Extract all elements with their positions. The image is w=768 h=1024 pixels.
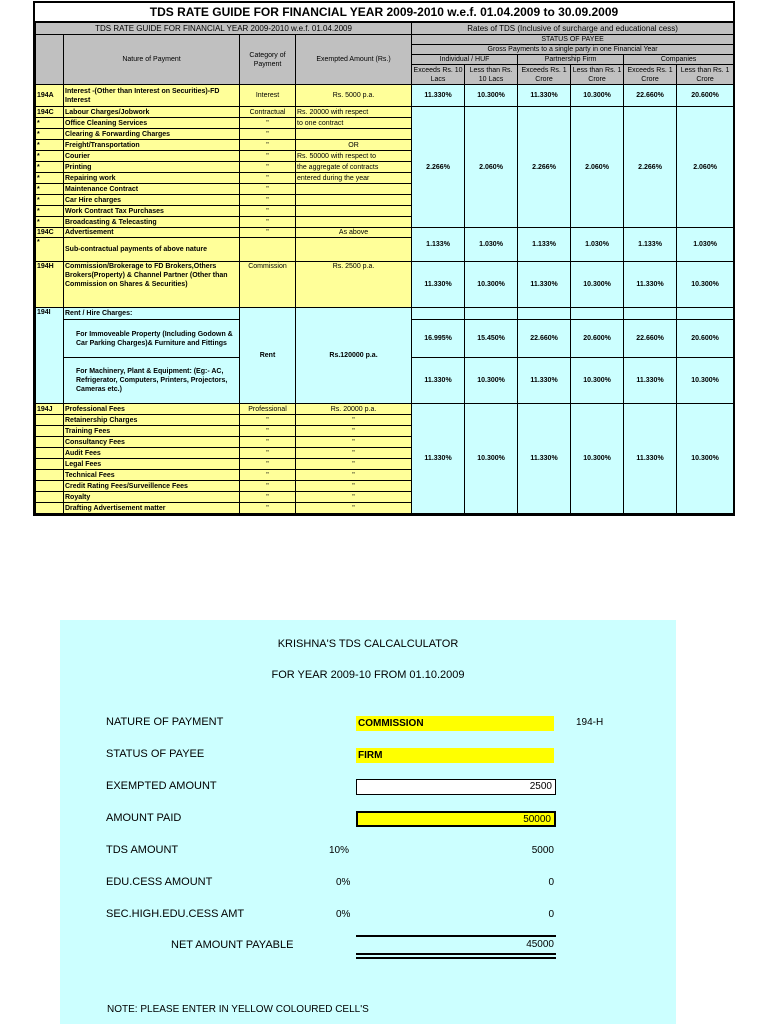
rate-cell: 1.133% <box>412 228 465 262</box>
calculator-title: KRISHNA'S TDS CALCALCULATOR <box>277 638 459 650</box>
sub-co-exceeds: Exceeds Rs. 1 Crore <box>624 65 677 85</box>
bullet-cell: * <box>36 217 64 228</box>
section-code: 194H <box>36 262 64 308</box>
bullet-cell <box>36 503 64 514</box>
rate-cell: 10.300% <box>677 262 734 308</box>
nature-label: NATURE OF PAYMENT <box>106 716 224 728</box>
header-category: Category of Payment <box>240 35 296 85</box>
exempt-cell: OR <box>296 140 412 151</box>
sub-ind-less: Less than Rs. 10 Lacs <box>465 65 518 85</box>
section-code: 194-H <box>576 717 604 728</box>
rate-cell: 2.060% <box>465 107 518 228</box>
exempt-cell <box>296 195 412 206</box>
nature-cell: Audit Fees <box>64 448 240 459</box>
rate-blank <box>624 308 677 320</box>
nature-cell: Credit Rating Fees/Surveillence Fees <box>64 481 240 492</box>
exempt-cell: the aggregate of contracts <box>296 162 412 173</box>
category-cell: " <box>240 206 296 217</box>
rate-cell: 20.600% <box>571 320 624 358</box>
header-blank <box>36 35 64 85</box>
nature-cell: Interest -(Other than Interest on Securities)-FD Interest <box>64 85 240 107</box>
exempt-cell: entered during the year <box>296 173 412 184</box>
rate-cell: 10.300% <box>571 358 624 404</box>
rate-cell: 11.330% <box>518 358 571 404</box>
rate-cell: 15.450% <box>465 320 518 358</box>
tds-percent: 10% <box>329 845 350 856</box>
sub-co-less: Less than Rs. 1 Crore <box>677 65 734 85</box>
nature-cell: Drafting Advertisement matter <box>64 503 240 514</box>
rate-blank <box>518 308 571 320</box>
bullet-cell: * <box>36 206 64 217</box>
rate-blank <box>571 308 624 320</box>
rate-cell: 1.030% <box>571 228 624 262</box>
rate-cell: 2.060% <box>677 107 734 228</box>
rate-blank <box>412 308 465 320</box>
nature-cell: Training Fees <box>64 426 240 437</box>
exempt-cell: " <box>296 426 412 437</box>
nature-cell: Royalty <box>64 492 240 503</box>
category-cell: " <box>240 448 296 459</box>
tds-rate-sheet <box>33 1 735 516</box>
category-cell: Interest <box>240 85 296 107</box>
nature-cell: Legal Fees <box>64 459 240 470</box>
category-cell: Contractual <box>240 107 296 118</box>
rate-cell: 11.330% <box>412 404 465 514</box>
exempt-cell: " <box>296 437 412 448</box>
nature-cell: Printing <box>64 162 240 173</box>
bullet-cell: * <box>36 184 64 195</box>
category-cell: " <box>240 217 296 228</box>
exempt-field: 2500 <box>356 779 556 795</box>
category-cell: " <box>240 195 296 206</box>
exempt-cell: As above <box>296 228 412 238</box>
cess-percent: 0% <box>336 877 351 888</box>
bullet-cell: * <box>36 195 64 206</box>
exempt-cell: " <box>296 448 412 459</box>
bullet-cell <box>36 459 64 470</box>
hcess-amount: 0 <box>548 909 554 920</box>
hcess-percent: 0% <box>336 909 351 920</box>
bullet-cell <box>36 481 64 492</box>
category-cell: " <box>240 470 296 481</box>
nature-cell: For Immoveable Property (Including Godown & Car Parking Charges)& Furniture and Fittings <box>64 320 240 358</box>
tds-amount: 5000 <box>531 845 554 856</box>
category-cell: Commission <box>240 262 296 308</box>
bullet-cell: * <box>36 118 64 129</box>
category-cell: Rent <box>240 308 296 404</box>
header-nature: Nature of Payment <box>64 35 240 85</box>
category-cell: " <box>240 140 296 151</box>
nature-cell: Office Cleaning Services <box>64 118 240 129</box>
exempt-cell: " <box>296 415 412 426</box>
nature-cell: Consultancy Fees <box>64 437 240 448</box>
paid-label: AMOUNT PAID <box>106 812 182 824</box>
nature-cell: Labour Charges/Jobwork <box>64 107 240 118</box>
rate-cell: 10.300% <box>677 404 734 514</box>
rate-cell: 10.300% <box>571 85 624 107</box>
rate-cell: 10.300% <box>465 262 518 308</box>
category-cell: " <box>240 426 296 437</box>
bullet-cell <box>36 437 64 448</box>
rate-cell: 2.266% <box>412 107 465 228</box>
category-cell: " <box>240 481 296 492</box>
rate-cell: 1.133% <box>518 228 571 262</box>
rate-cell: 2.060% <box>571 107 624 228</box>
exempt-cell <box>296 184 412 195</box>
rate-cell: 10.300% <box>465 358 518 404</box>
rate-cell: 11.330% <box>518 85 571 107</box>
category-cell: " <box>240 459 296 470</box>
category-cell: " <box>240 173 296 184</box>
category-cell: " <box>240 492 296 503</box>
tds-rate-table <box>35 22 734 514</box>
nature-cell: Professional Fees <box>64 404 240 415</box>
exempt-cell: Rs.120000 p.a. <box>296 308 412 404</box>
rate-cell: 2.266% <box>624 107 677 228</box>
nature-cell: Work Contract Tax Purchases <box>64 206 240 217</box>
net-top-rule <box>356 935 556 937</box>
section-code: 194I <box>36 308 64 404</box>
category-cell: Professional <box>240 404 296 415</box>
rate-cell: 10.300% <box>571 262 624 308</box>
net-double-rule <box>356 953 556 959</box>
nature-cell: Broadcasting & Telecasting <box>64 217 240 228</box>
bullet-cell: * <box>36 238 64 262</box>
bullet-cell <box>36 426 64 437</box>
tds-label: TDS AMOUNT <box>106 844 179 856</box>
rate-cell: 11.330% <box>412 262 465 308</box>
rate-blank <box>677 308 734 320</box>
net-amount: 45000 <box>526 939 554 950</box>
rate-cell: 20.600% <box>677 85 734 107</box>
rate-cell: 11.330% <box>624 404 677 514</box>
nature-cell: Commission/Brokerage to FD Brokers,Others Brokers(Property) & Channel Partner (Other than Commission on Shares & Securities) <box>64 262 240 308</box>
category-cell: " <box>240 129 296 140</box>
section-code: 194A <box>36 85 64 107</box>
gross-header: Gross Payments to a single party in one Financial Year <box>412 45 734 55</box>
nature-cell: Rent / Hire Charges: <box>64 308 240 320</box>
nature-cell: Courier <box>64 151 240 162</box>
rate-cell: 20.600% <box>677 320 734 358</box>
rate-cell: 11.330% <box>624 358 677 404</box>
status-header: STATUS OF PAYEE <box>412 35 734 45</box>
rate-cell: 10.300% <box>571 404 624 514</box>
section-code: 194J <box>36 404 64 415</box>
rate-cell: 10.300% <box>465 404 518 514</box>
bullet-cell <box>36 470 64 481</box>
exempt-cell: " <box>296 492 412 503</box>
nature-cell: Car Hire charges <box>64 195 240 206</box>
hcess-label: SEC.HIGH.EDU.CESS AMT <box>106 908 245 920</box>
nature-cell: Technical Fees <box>64 470 240 481</box>
bullet-cell <box>36 448 64 459</box>
rate-cell: 11.330% <box>412 358 465 404</box>
category-cell: " <box>240 415 296 426</box>
rate-cell: 10.300% <box>465 85 518 107</box>
section-code: 194C <box>36 228 64 238</box>
nature-select[interactable]: COMMISSION <box>356 716 554 731</box>
rate-cell: 11.330% <box>412 85 465 107</box>
group-firm: Partnership Firm <box>518 55 624 65</box>
exempt-cell: Rs. 2500 p.a. <box>296 262 412 308</box>
cess-label: EDU.CESS AMOUNT <box>106 876 213 888</box>
exempt-cell <box>296 129 412 140</box>
exempt-cell: Rs. 5000 p.a. <box>296 85 412 107</box>
rate-cell: 16.995% <box>412 320 465 358</box>
net-label: NET AMOUNT PAYABLE <box>171 939 294 951</box>
rate-cell: 11.330% <box>518 404 571 514</box>
bullet-cell: * <box>36 151 64 162</box>
bullet-cell: * <box>36 140 64 151</box>
exempt-cell <box>296 238 412 262</box>
nature-cell: Sub-contractual payments of above nature <box>64 238 240 262</box>
nature-cell: Clearing & Forwarding Charges <box>64 129 240 140</box>
section-code: 194C <box>36 107 64 118</box>
rate-cell: 11.330% <box>518 262 571 308</box>
rate-cell: 10.300% <box>677 358 734 404</box>
bullet-cell: * <box>36 129 64 140</box>
nature-cell: Freight/Transportation <box>64 140 240 151</box>
exempt-cell <box>296 206 412 217</box>
exempt-cell: " <box>296 481 412 492</box>
exempt-cell: " <box>296 459 412 470</box>
bullet-cell: * <box>36 162 64 173</box>
bullet-cell: * <box>36 173 64 184</box>
rate-cell: 1.030% <box>465 228 518 262</box>
tds-calculator <box>60 620 676 1024</box>
nature-cell: Retainership Charges <box>64 415 240 426</box>
calculator-subtitle: FOR YEAR 2009-10 FROM 01.10.2009 <box>271 669 465 681</box>
category-cell <box>240 238 296 262</box>
rate-cell: 22.660% <box>624 85 677 107</box>
sub-ind-exceeds: Exceeds Rs. 10 Lacs <box>413 66 463 83</box>
category-cell: " <box>240 151 296 162</box>
exempt-cell: " <box>296 503 412 514</box>
rates-header: Rates of TDS (Inclusive of surcharge and educational cess) <box>412 23 734 35</box>
rate-cell: 2.266% <box>518 107 571 228</box>
rate-cell: 1.030% <box>677 228 734 262</box>
rate-cell: 11.330% <box>624 262 677 308</box>
exempt-cell: Rs. 50000 with respect to <box>296 151 412 162</box>
rate-blank <box>465 308 518 320</box>
group-company: Companies <box>624 55 734 65</box>
exempt-cell <box>296 217 412 228</box>
exempt-label: EXEMPTED AMOUNT <box>106 780 217 792</box>
exempt-cell: to one contract <box>296 118 412 129</box>
rate-cell: 1.133% <box>624 228 677 262</box>
rate-cell: 22.660% <box>518 320 571 358</box>
sub-firm-less: Less than Rs. 1 Crore <box>571 65 624 85</box>
calculator-note: NOTE: PLEASE ENTER IN YELLOW COLOURED CELL'S <box>107 1004 369 1015</box>
nature-cell: Maintenance Contract <box>64 184 240 195</box>
nature-cell: Repairing work <box>64 173 240 184</box>
exempt-cell: Rs. 20000 p.a. <box>296 404 412 415</box>
cess-amount: 0 <box>548 877 554 888</box>
category-cell: " <box>240 437 296 448</box>
category-cell: " <box>240 162 296 173</box>
sub-firm-exceeds: Exceeds Rs. 1 Crore <box>518 65 571 85</box>
category-cell: " <box>240 503 296 514</box>
status-label: STATUS OF PAYEE <box>106 748 205 760</box>
category-cell: " <box>240 184 296 195</box>
nature-cell: For Machinery, Plant & Equipment: (Eg:- AC, Refrigerator, Computers, Printers, Projectors, Cameras etc.) <box>64 358 240 404</box>
sheet-subtitle: TDS RATE GUIDE FOR FINANCIAL YEAR 2009-2010 w.e.f. 01.04.2009 <box>36 23 412 35</box>
exempt-cell: Rs. 20000 with respect <box>296 107 412 118</box>
status-select[interactable]: FIRM <box>356 748 554 763</box>
category-cell: " <box>240 228 296 238</box>
nature-cell: Advertisement <box>64 228 240 238</box>
bullet-cell <box>36 415 64 426</box>
bullet-cell <box>36 492 64 503</box>
header-exempt: Exempted Amount (Rs.) <box>296 35 412 85</box>
exempt-cell: " <box>296 470 412 481</box>
category-cell: " <box>240 118 296 129</box>
rate-cell: 22.660% <box>624 320 677 358</box>
sheet-title: TDS RATE GUIDE FOR FINANCIAL YEAR 2009-2010 w.e.f. 01.04.2009 to 30.09.2009 <box>35 3 733 22</box>
group-individual: Individual / HUF <box>412 55 518 65</box>
amount-paid-input[interactable]: 50000 <box>356 811 556 827</box>
